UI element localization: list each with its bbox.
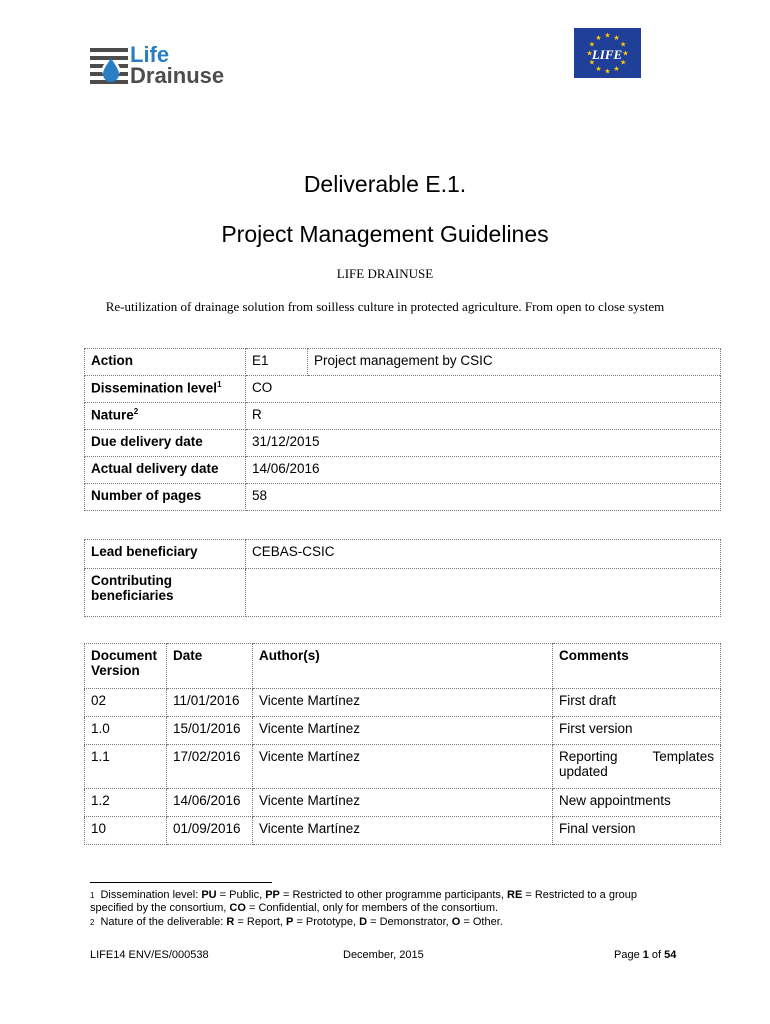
author-cell: Vicente Martínez xyxy=(253,745,553,789)
date-cell: 11/01/2016 xyxy=(167,689,253,717)
footnote-ref-2: 2 xyxy=(133,407,139,416)
contributing-beneficiaries-value xyxy=(246,569,721,617)
comment-cell: New appointments xyxy=(553,789,721,817)
date-cell: 01/09/2016 xyxy=(167,817,253,845)
author-cell: Vicente Martínez xyxy=(253,717,553,745)
deliverable-info-table xyxy=(84,348,721,511)
deliverable-title: Deliverable E.1. xyxy=(303,171,467,197)
table-row xyxy=(85,745,721,789)
actual-date-label: Actual delivery date xyxy=(85,457,246,484)
project-name: LIFE DRAINUSE xyxy=(336,266,434,281)
table-row xyxy=(85,349,721,376)
table-row xyxy=(85,817,721,845)
footer-reference: LIFE14 ENV/ES/000538 xyxy=(90,949,209,961)
author-cell: Vicente Martínez xyxy=(253,789,553,817)
table-row xyxy=(85,376,721,403)
logo-wordmark xyxy=(130,44,224,86)
date-cell: 15/01/2016 xyxy=(167,717,253,745)
header-date: Date xyxy=(167,644,253,689)
footnote-separator xyxy=(90,882,272,883)
eu-star-icon: ★ xyxy=(595,66,602,74)
dissemination-label: Dissemination level$^1$ xyxy=(85,376,246,403)
table-row xyxy=(85,430,721,457)
table-row xyxy=(85,484,721,511)
eu-star-icon: ★ xyxy=(604,68,611,76)
table-header-row xyxy=(85,644,721,689)
eu-life-logo xyxy=(574,28,641,78)
eu-life-text: LIFE xyxy=(591,47,623,62)
beneficiary-table xyxy=(84,539,721,617)
table-row xyxy=(85,717,721,745)
header-authors: Author(s) xyxy=(253,644,553,689)
table-row xyxy=(85,403,721,430)
project-description: Re-utilization of drainage solution from soilless culture in protected agriculture. From open to close system xyxy=(105,299,665,314)
drainage-lines-icon xyxy=(90,46,128,86)
eu-star-icon: ★ xyxy=(622,50,629,58)
lead-beneficiary-value: CEBAS-CSIC xyxy=(246,540,721,569)
action-description: Project management by CSIC xyxy=(308,349,721,376)
eu-star-icon: ★ xyxy=(595,34,602,42)
header-comments: Comments xyxy=(553,644,721,689)
date-cell: 17/02/2016 xyxy=(167,745,253,789)
eu-star-icon: ★ xyxy=(619,41,627,49)
version-cell: 1.1 xyxy=(85,745,167,789)
drainuse-logo xyxy=(90,44,250,90)
version-cell: 1.0 xyxy=(85,717,167,745)
table-row xyxy=(85,457,721,484)
eu-star-icon: ★ xyxy=(604,32,611,40)
pages-value: 58 xyxy=(246,484,721,511)
version-cell: 10 xyxy=(85,817,167,845)
eu-star-icon: ★ xyxy=(588,41,596,49)
table-row xyxy=(85,789,721,817)
footer-date: December, 2015 xyxy=(343,949,424,961)
eu-star-icon: ★ xyxy=(619,59,627,67)
version-cell: 02 xyxy=(85,689,167,717)
eu-star-icon: ★ xyxy=(613,66,620,74)
logo-drainuse-text: Drainuse xyxy=(130,63,225,88)
contributing-beneficiaries-label: Contributing beneficiaries xyxy=(85,569,246,617)
actual-date-value: 14/06/2016 xyxy=(246,457,721,484)
author-cell: Vicente Martínez xyxy=(253,817,553,845)
footnote-ref-1: 1 xyxy=(217,380,222,389)
comment-cell: First draft xyxy=(553,689,721,717)
footer-page-number: Page 1 of 54 xyxy=(614,949,677,961)
footnote-mark-2: 2 xyxy=(90,918,95,927)
table-row xyxy=(85,569,721,617)
eu-star-icon: ★ xyxy=(613,34,620,42)
due-date-value: 31/12/2015 xyxy=(246,430,721,457)
version-cell: 1.2 xyxy=(85,789,167,817)
pages-label: Number of pages xyxy=(85,484,246,511)
eu-stars-icon xyxy=(574,28,641,78)
comment-cell: First version xyxy=(553,717,721,745)
table-row xyxy=(85,540,721,569)
action-code: E1 xyxy=(246,349,308,376)
footnote-1: $^1$ Dissemination level: PU = Public, PP = Restricted to other programme participants, RE = Restricted to a group specified by the consortium, CO = Confidential, only for members of the consortium. xyxy=(90,889,637,914)
table-row xyxy=(85,689,721,717)
author-cell: Vicente Martínez xyxy=(253,689,553,717)
version-history-table xyxy=(84,643,721,845)
comment-cell: Reporting Templates updated xyxy=(553,745,721,789)
dissemination-value: CO xyxy=(246,376,721,403)
eu-star-icon: ★ xyxy=(586,50,593,58)
comment-cell: Final version xyxy=(553,817,721,845)
logo-life-text: Life xyxy=(130,42,170,67)
nature-value: R xyxy=(246,403,721,430)
eu-star-icon: ★ xyxy=(588,59,596,67)
footnote-2: $^2$ Nature of the deliverable: R = Report, P = Prototype, D = Demonstrator, O = Other. xyxy=(90,916,503,928)
header-document-version: Document Version xyxy=(85,644,167,689)
lead-beneficiary-label: Lead beneficiary xyxy=(85,540,246,569)
deliverable-subtitle: Project Management Guidelines xyxy=(221,221,549,247)
footnote-mark-1: 1 xyxy=(90,891,95,900)
date-cell: 14/06/2016 xyxy=(167,789,253,817)
action-label: Action xyxy=(85,349,246,376)
due-date-label: Due delivery date xyxy=(85,430,246,457)
nature-label: Nature$^2$ xyxy=(85,403,246,430)
